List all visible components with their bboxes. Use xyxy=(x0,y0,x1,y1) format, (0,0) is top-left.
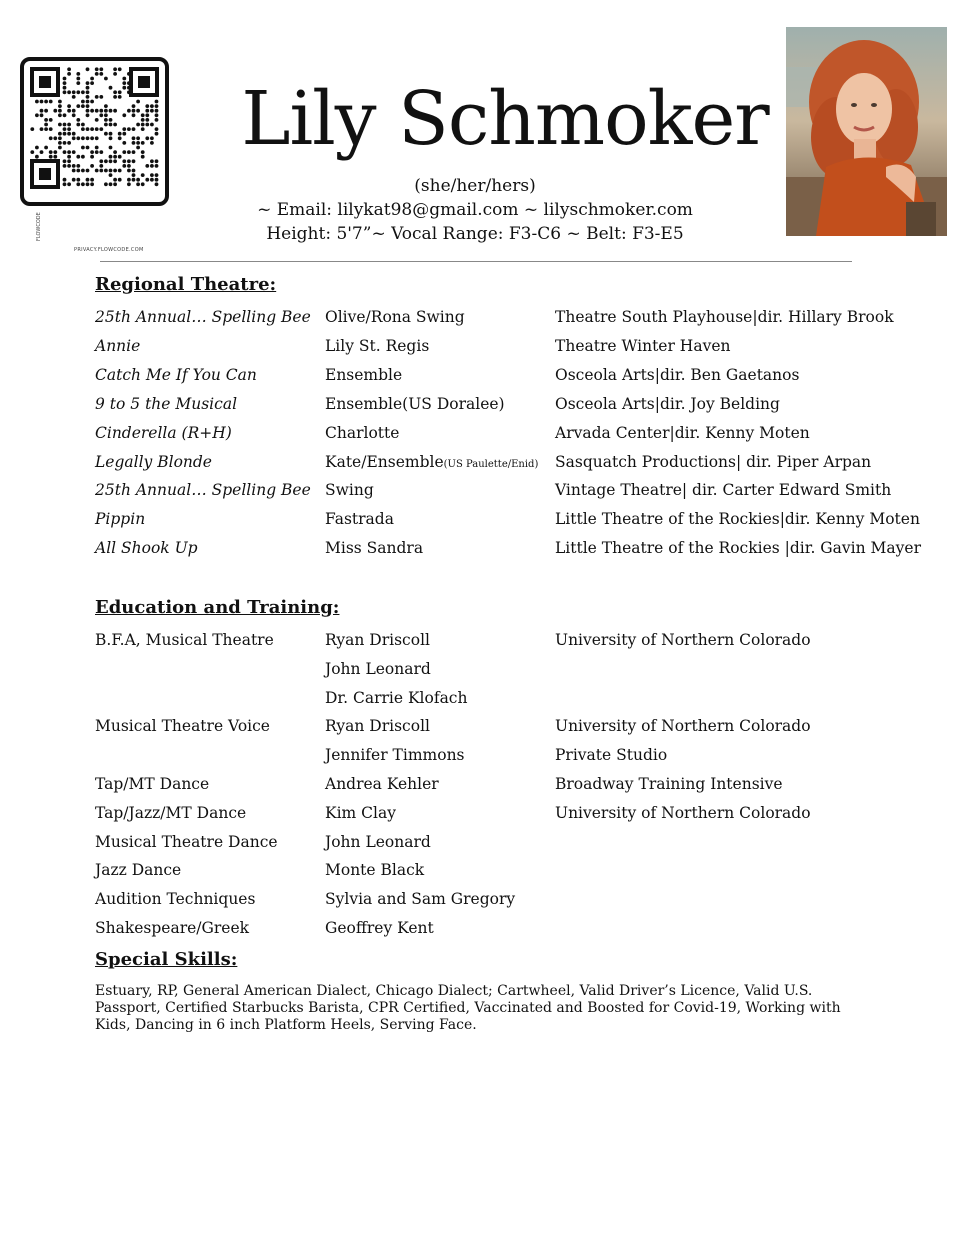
credit-show: Pippin xyxy=(95,510,146,528)
credit-role-text: Swing xyxy=(325,481,374,499)
training-teacher: Dr. Carrie Klofach xyxy=(325,689,468,707)
credit-role xyxy=(325,307,465,327)
credit-role-text: Ensemble xyxy=(325,366,403,384)
training-teacher: John Leonard xyxy=(325,660,431,678)
training-subject: B.F.A, Musical Theatre xyxy=(95,631,274,649)
training-place: University of Northern Colorado xyxy=(555,631,811,649)
training-subject: Tap/MT Dance xyxy=(95,775,210,793)
credit-role xyxy=(325,423,399,443)
education-heading: Education and Training: xyxy=(95,597,340,618)
qr-caption: PRIVACY.FLOWCODE.COM xyxy=(74,247,144,253)
credit-company: Theatre South Playhouse|dir. Hillary Brook xyxy=(555,308,894,326)
training-teacher: Monte Black xyxy=(325,861,425,879)
training-teacher: Sylvia and Sam Gregory xyxy=(325,890,516,908)
credit-company: Little Theatre of the Rockies|dir. Kenny Moten xyxy=(555,510,920,528)
credit-show: Catch Me If You Can xyxy=(95,366,257,384)
special-skills-text: Estuary, RP, General American Dialect, Chicago Dialect; Cartwheel, Valid Driver’s Licence, Valid U.S. Passport, Certified Starbucks Barista, CPR Certified, Vaccinated and Boosted for Covid-19, Working with Kids, Dancing in 6 inch Platform Heels, Serving Face. xyxy=(95,983,841,1033)
credit-role xyxy=(325,452,538,475)
credit-company: Sasquatch Productions| dir. Piper Arpan xyxy=(555,453,872,471)
credit-role xyxy=(325,538,423,558)
training-teacher: Andrea Kehler xyxy=(325,775,439,793)
credit-role-note: (US Paulette/Enid) xyxy=(443,459,539,470)
special-skills-heading: Special Skills: xyxy=(95,949,238,970)
credit-role xyxy=(325,480,374,500)
training-teacher: John Leonard xyxy=(325,833,431,851)
credit-show: Annie xyxy=(95,337,141,355)
training-place: Private Studio xyxy=(555,746,668,764)
stats-line: Height: 5'7”~ Vocal Range: F3-C6 ~ Belt: F3-E5 xyxy=(266,224,684,244)
credit-company: Little Theatre of the Rockies |dir. Gavin Mayer xyxy=(555,539,921,557)
credit-company: Vintage Theatre| dir. Carter Edward Smith xyxy=(555,481,892,499)
training-teacher: Geoffrey Kent xyxy=(325,919,434,937)
training-place: University of Northern Colorado xyxy=(555,717,811,735)
credit-role-text: Olive/Rona Swing xyxy=(325,308,465,326)
training-place: University of Northern Colorado xyxy=(555,804,811,822)
credit-role-text: Miss Sandra xyxy=(325,539,424,557)
credit-role-text: Ensemble(US Doralee) xyxy=(325,395,505,413)
credit-show: Legally Blonde xyxy=(95,453,212,471)
credit-role-text: Charlotte xyxy=(325,424,400,442)
credit-company: Theatre Winter Haven xyxy=(555,337,731,355)
credit-company: Osceola Arts|dir. Ben Gaetanos xyxy=(555,366,800,384)
pronouns: (she/her/hers) xyxy=(414,176,536,196)
training-subject: Musical Theatre Dance xyxy=(95,833,278,851)
credit-show: 9 to 5 the Musical xyxy=(95,395,238,413)
credit-role xyxy=(325,336,429,356)
training-teacher: Ryan Driscoll xyxy=(325,631,430,649)
training-subject: Jazz Dance xyxy=(95,861,182,879)
credit-role xyxy=(325,394,505,414)
credit-role-text: Fastrada xyxy=(325,510,394,528)
qr-code-pattern xyxy=(30,67,159,189)
training-subject: Tap/Jazz/MT Dance xyxy=(95,804,247,822)
credit-company: Arvada Center|dir. Kenny Moten xyxy=(555,424,810,442)
credit-role xyxy=(325,365,402,385)
credit-role-text: Lily St. Regis xyxy=(325,337,430,355)
qr-code[interactable] xyxy=(20,57,169,253)
header-divider xyxy=(100,261,852,262)
credit-company: Osceola Arts|dir. Joy Belding xyxy=(555,395,780,413)
training-subject: Musical Theatre Voice xyxy=(95,717,270,735)
training-teacher: Jennifer Timmons xyxy=(325,746,465,764)
credit-show: 25th Annual… Spelling Bee xyxy=(95,481,311,499)
applicant-name: Lily Schmoker xyxy=(241,76,769,162)
training-subject: Shakespeare/Greek xyxy=(95,919,250,937)
headshot-photo xyxy=(786,27,947,236)
credit-role-text: Kate/Ensemble xyxy=(325,453,444,471)
credit-show: 25th Annual… Spelling Bee xyxy=(95,308,311,326)
training-subject: Audition Techniques xyxy=(95,890,256,908)
training-teacher: Ryan Driscoll xyxy=(325,717,430,735)
credit-role xyxy=(325,509,394,529)
training-place: Broadway Training Intensive xyxy=(555,775,783,793)
credit-show: All Shook Up xyxy=(95,539,198,557)
regional-theatre-heading: Regional Theatre: xyxy=(95,274,277,295)
qr-side-label: FLOWCODE xyxy=(36,212,42,241)
contact-line[interactable]: ~ Email: lilykat98@gmail.com ~ lilyschmoker.com xyxy=(257,200,693,220)
credit-show: Cinderella (R+H) xyxy=(95,424,232,442)
training-teacher: Kim Clay xyxy=(325,804,396,822)
